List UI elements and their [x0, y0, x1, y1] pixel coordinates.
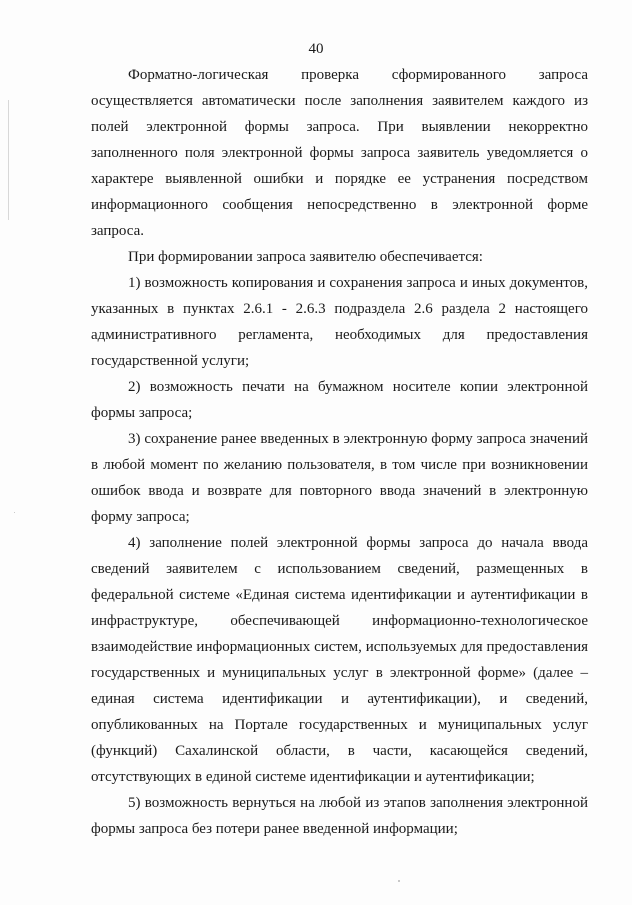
scan-edge-line: [8, 100, 9, 220]
body-text: [91, 62, 588, 842]
paragraph-item-3: 3) сохранение ранее введенных в электронную форму запроса значений в любой момент по желанию пользователя, в том числе при возникновении ошибок ввода и возврате для повторного ввода значений в электронную форму запроса;: [91, 431, 588, 525]
paragraph-item-4: 4) заполнение полей электронной формы запроса до начала ввода сведений заявителем с использованием сведений, размещенных в федеральной системе «Единая система идентификации и аутентификации в инфраструктуре, обеспечивающей информационно-технологическое взаимодействие информационных систем, используемых для предоставления государственных и муниципальных услуг в электронной форме» (далее – единая система идентификации и аутентификации), и сведений, опубликованных на Портале государственных и муниципальных услуг (функций) Сахалинской области, в части, касающейся сведений, отсутствующих в единой системе идентификации и аутентификации;: [91, 535, 588, 785]
paragraph-item-1: 1) возможность копирования и сохранения запроса и иных документов, указанных в пунктах 2.6.1 - 2.6.3 подраздела 2.6 раздела 2 настоящего административного регламента, необходимых для предоставления государственной услуги;: [91, 275, 588, 369]
page-number: 40: [308, 41, 324, 57]
paragraph-provision-intro: При формировании запроса заявителю обеспечивается:: [128, 249, 483, 265]
scan-speck: [398, 880, 400, 882]
paragraph-item-2: 2) возможность печати на бумажном носителе копии электронной формы запроса;: [91, 379, 588, 421]
paragraph-format-check: Форматно-логическая проверка сформированного запроса осуществляется автоматически после заполнения заявителем каждого из полей электронной формы запроса. При выявлении некорректно заполненного поля электронной формы запроса заявитель уведомляется о характере выявленной ошибки и порядке ее устранения посредством информационного сообщения непосредственно в электронной форме запроса.: [91, 67, 588, 239]
scan-speck: [14, 512, 15, 513]
paragraph-item-5: 5) возможность вернуться на любой из этапов заполнения электронной формы запроса без потери ранее введенной информации;: [91, 795, 588, 837]
